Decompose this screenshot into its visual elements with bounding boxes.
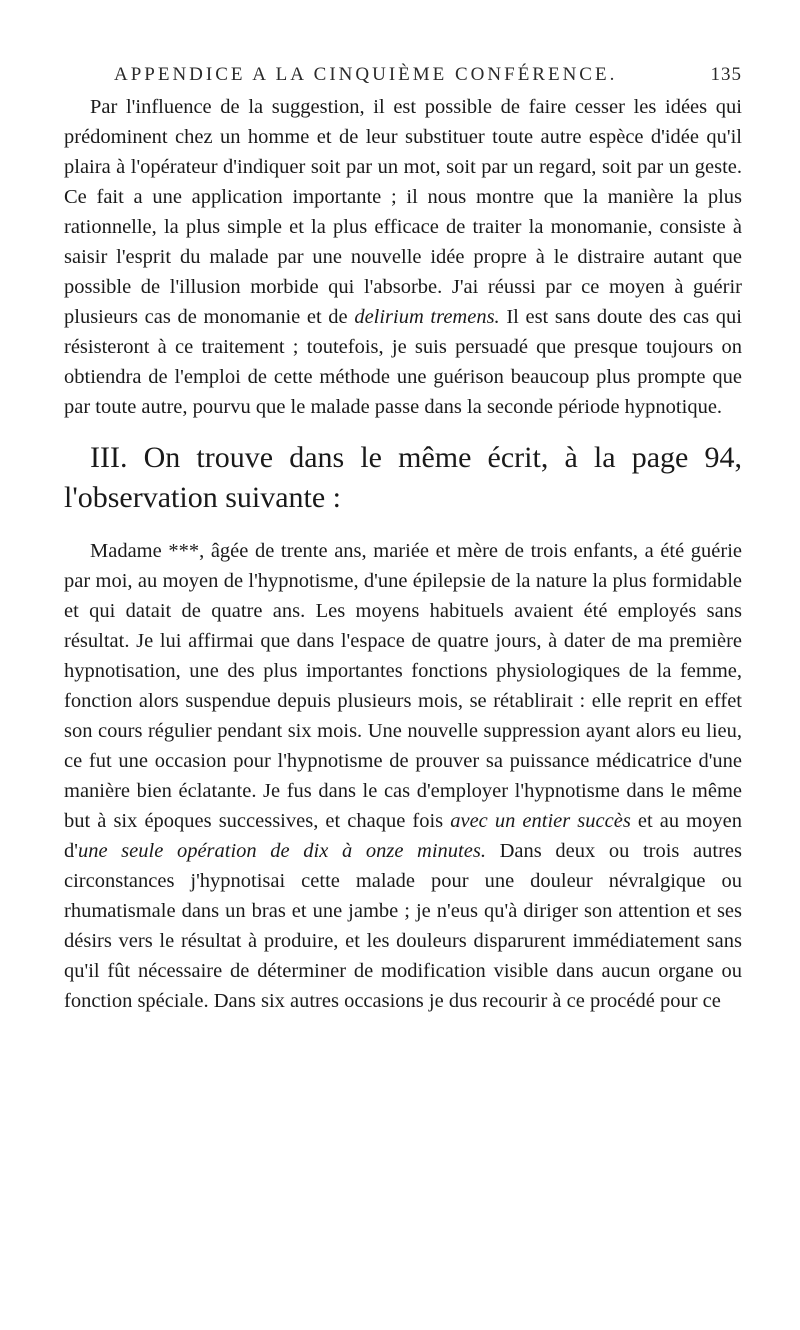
paragraph-1-text: Par l'influence de la suggestion, il est possible de faire cesser les idées qui prédominent chez un homme et de leur substituer toute autre espèce d'idée qu'il plaira à l'opérateur d'indiquer soit par un mot, soit par un regard, soit par un geste. Ce fait a une application importante ; il nous montre que la manière la plus rationnelle, la plus simple et la plus efficace de traiter la monomanie, consiste à saisir l'esprit du malade par une nouvelle idée propre à le distraire autant que possible de l'illusion morbide qui l'absorbe. J'ai réussi par ce moyen à guérir plusieurs cas de monomanie et de <box>64 96 742 328</box>
paragraph-2-text-b: et au moyen d' <box>64 810 742 862</box>
running-head <box>64 64 742 92</box>
page-number: 135 <box>710 64 742 85</box>
paragraph-2-text-a: Madame ***, âgée de trente ans, mariée et mère de trois enfants, a été guérie par moi, au moyen de l'hypnotisme, d'une épilepsie de la nature la plus formidable et qui datait de quatre ans. Les moyens habituels avaient été employés sans résultat. Je lui affirmai que dans l'espace de quatre jours, à dater de ma première hypnotisation, une des plus importantes fonctions physiologiques de la femme, fonction alors suspendue depuis plusieurs mois, se rétablirait : elle reprit en effet son cours régulier pendant six mois. Une nouvelle suppression ayant alors eu lieu, ce fut une occasion pour l'hypnotisme de prouver sa puissance médicatrice d'une manière bien éclatante. Je fus dans le cas d'employer l'hypnotisme dans le même but à six époques successives, et chaque fois <box>64 540 742 832</box>
running-head-title: APPENDICE A LA CINQUIÈME CONFÉRENCE. <box>114 64 618 85</box>
book-page <box>64 64 742 1016</box>
paragraph-2-italic-2: une seule opération de dix à onze minutes. <box>77 840 486 862</box>
paragraph-suggestion <box>64 92 742 422</box>
paragraph-2-italic-1: avec un entier succès <box>450 810 631 832</box>
paragraph-1-italic: delirium tremens. <box>354 306 500 328</box>
paragraph-1-end: Il est sans doute des cas qui résisteront à ce traitement ; toutefois, je suis persuadé que presque toujours on obtiendra de l'emploi de cette méthode une guérison beaucoup plus prompte que par toute autre, pourvu que le malade passe dans la seconde période hypnotique. <box>64 306 742 418</box>
paragraph-2-text-c: Dans deux ou trois autres circonstances j'hypnotisai cette malade pour une douleur névralgique ou rhumatismale dans un bras et une jambe ; je n'eus qu'à diriger son attention et ses désirs vers le résultat à produire, et les douleurs disparurent immédiatement sans qu'il fût nécessaire de déterminer de modification visible dans aucun organe ou fonction spéciale. Dans six autres occasions je dus recourir à ce procédé pour ce <box>64 840 742 1012</box>
paragraph-observation <box>64 536 742 1016</box>
section-heading: III. On trouve dans le même écrit, à la page 94, l'observation suivante : <box>64 441 742 514</box>
